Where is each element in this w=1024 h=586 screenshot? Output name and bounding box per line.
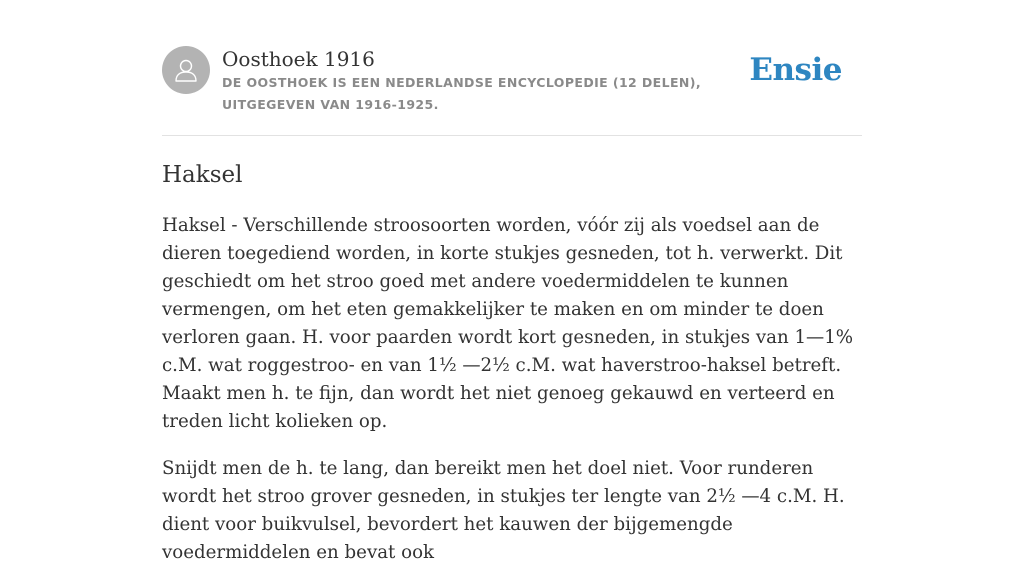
article-title: Haksel bbox=[162, 162, 243, 188]
brand-logo[interactable]: Ensie bbox=[749, 52, 842, 88]
article-paragraph: Haksel - Verschillende stroosoorten worden, vóór zij als voedsel aan de dieren toegediend worden, in korte stukjes gesneden, tot h. verwerkt. Dit geschiedt om het stroo goed met andere voedermiddelen te kunnen vermengen, om het eten gemakkelijker te maken en om minder te doen verloren gaan. H. voor paarden wordt kort gesneden, in stukjes van 1—1% c.M. wat roggestroo- en van 1½ —2½ c.M. wat haverstroo-haksel betreft. Maakt men h. te fijn, dan wordt het niet genoeg gekauwd en verteerd en treden licht kolieken op. bbox=[162, 215, 854, 432]
article-paragraph: Snijdt men de h. te lang, dan bereikt men het doel niet. Voor runderen wordt het stroo grover gesneden, in stukjes ter lengte van 2½ —4 c.M. H. dient voor buikvulsel, bevordert het kauwen der bijgemengde voedermiddelen en bevat ook bbox=[162, 458, 845, 563]
user-icon bbox=[173, 57, 199, 83]
author-description: DE OOSTHOEK IS EEN NEDERLANDSE ENCYCLOPEDIE (12 DELEN), UITGEGEVEN VAN 1916-1925. bbox=[222, 75, 702, 112]
header-divider bbox=[162, 135, 862, 136]
author-header bbox=[162, 46, 862, 118]
author-avatar[interactable] bbox=[162, 46, 210, 94]
author-name[interactable]: Oosthoek 1916 bbox=[222, 47, 375, 71]
article-body bbox=[162, 212, 867, 586]
